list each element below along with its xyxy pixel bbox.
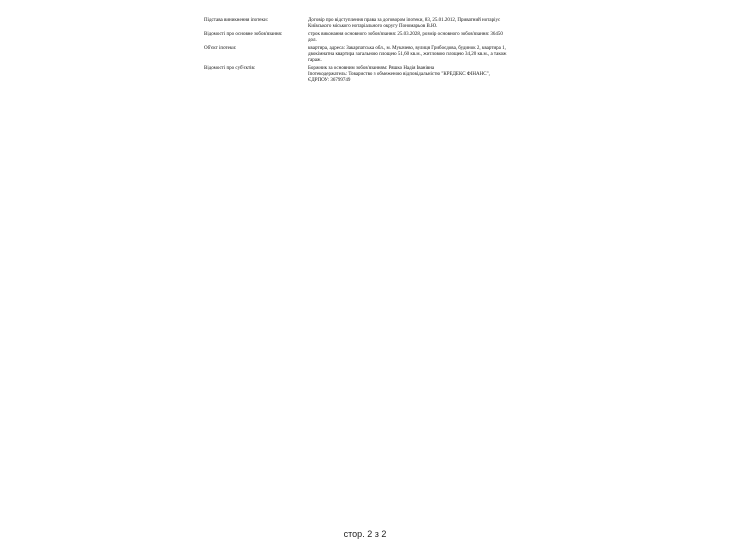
record-row-object (200, 46, 550, 65)
object-value (308, 46, 550, 65)
object-label: Об'єкт іпотеки: (204, 45, 237, 51)
record-row-obligation (200, 32, 550, 44)
subjects-value-line: ЄДРПОУ: 36799749 (308, 78, 351, 84)
object-value-line: квартира, адреса: Закарпатська обл., м. Мукачево, вулиця Грибоєдова, будинок 2, квартира 1, (308, 45, 506, 51)
subjects-label: Відомості про суб'єктів: (204, 65, 256, 71)
record-row-basis (200, 18, 550, 30)
basis-value (308, 18, 550, 30)
basis-label: Підстава виникнення іпотеки: (204, 18, 269, 23)
obligation-value-line: строк виконання основного зобов'язання: 25.03.2028, розмір основного зобов'язання: 36450 (308, 31, 503, 37)
page-number: стор. 2 з 2 (343, 529, 387, 539)
obligation-label: Відомості про основне зобов'язання: (204, 31, 283, 37)
subjects-value-line: Боржник за основним зобов'язанням: Ряшко Надія Іванівна (308, 65, 435, 71)
object-value-line: двокімнатна квартира загальною площею 51,60 кв.м., житловою площею 34,20 кв.м., а також (308, 52, 507, 58)
obligation-value-line: дол. (308, 38, 317, 44)
basis-value-line: Договір про відступлення права за договором іпотеки, 83, 25.01.2012, Приватний нотаріус (308, 18, 501, 23)
obligation-value (308, 32, 550, 44)
object-value-line: гараж. (308, 58, 322, 64)
subjects-value (308, 66, 550, 85)
subjects-value-line: Іпотекодержатель: Товариство з обмеженою відповідальністю "КРЕДЕКС ФІНАНС", (308, 72, 490, 78)
record-row-subjects (200, 66, 550, 85)
basis-value-line: Київського міського нотаріального округу Пономарьов В.Ю. (308, 24, 438, 30)
encumbrance-record (200, 18, 550, 86)
